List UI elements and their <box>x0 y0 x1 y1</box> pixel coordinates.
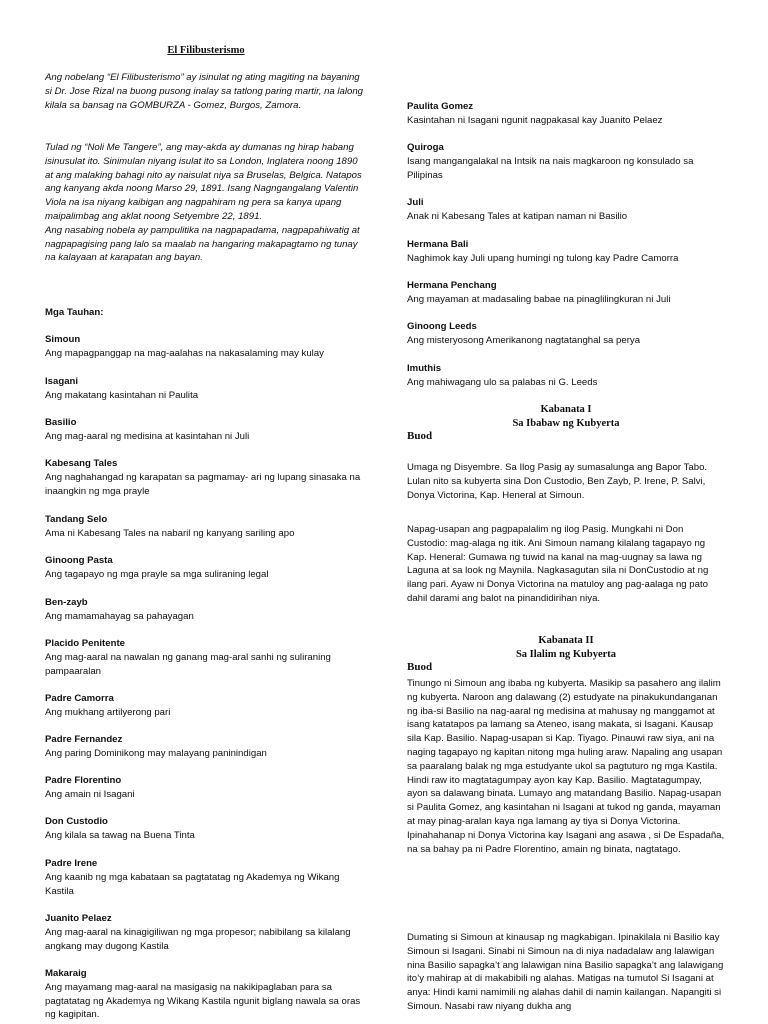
chapter-number: Kabanata II <box>538 635 594 646</box>
character-entry <box>45 857 367 898</box>
chapter-heading <box>407 403 725 431</box>
character-entry <box>45 637 367 678</box>
character-description: Ang makatang kasintahan ni Paulita <box>45 389 199 401</box>
chapter-paragraph: Dumating si Simoun at kinausap ng magkabigan. Ipinakilala ni Basilio kay Simoun si Isagani. Sinabi ni Simoun na di niya nadadalaw ang lalawigan nina Basilio sapagka’t ang lalawigan nina Basilio sapagka’t ang lalawigang ito’y mahirap at di makabibili ng alahas. Matigas na tumutol Si Isagani at anya: Hindi kami namimili ng alahas dahil di namin kailangan. Napangiti si Simoun. Nasabi raw niyang dukha ang <box>407 932 724 1012</box>
character-entry <box>45 596 367 624</box>
character-description: Ang mayamang mag-aaral na masigasig na nakikipaglaban para sa pagtatatag ng Akademya ng Wikang Kastila ngunit biglang nawala sa oras ng kagipitan. <box>45 981 361 1021</box>
intro-paragraph-2: Tulad ng “Noli Me Tangere”, ang may-akda ay dumanas ng hirap habang isinusulat ito. Sinimulan niyang isulat ito sa London, Inglatera noong 1890 at ang malaking bahagi nito ay naisulat niya sa Bruselas, Belgica. Natapos ang kanyang akda noong Marso 29, 1891. Isang Nagngangalang Valentin Viola na isa niyang kaibigan ang nagpahiram ng pera sa kanya upang maipalimbag ang aklat noong Setyembre 22, 1891. Ang nasabing nobela ay pampulitika na nagpapadama, nagpapahiwatig at nagpapagising pang lalo sa maalab na hangaring makapagtamo ng tunay na kalayaan at karapatan ang bayan. <box>45 142 362 264</box>
character-name: Makaraig <box>45 968 87 979</box>
chapter-paragraph: Tinungo ni Simoun ang ibaba ng kubyerta. Masikip sa pasahero ang ilalim ng kubyerta. Naroon ang dalawang (2) estudyate na pinakukundanganan ng iba-si Basilio na nag-aaral ng medisina at mahusay ng manggamot at isang katatapos pa lamang sa Ateneo, isang makata, si Isagani. Kausap sila Kap. Basilio. Napag-usapan si Kap. Tiyago. Pinauwi raw siya, ani na naging tagapayo ng kapitan nitong mga huling araw. Napaling ang usapan sa paaralang balak ng mga estudyante ukol sa pagtuturo ng mga Kastila. Hindi raw ito magtatagumpay ayon kay Kap. Basilio. Magtatagumpay, ayon sa dalawang binata. Lumayo ang matandang Basilio. Napag-usapan si Paulita Gomez, ang kasintahan ni Isagani at tukod ng ganda, mayaman at may pinag-aralan kaya nga lamang ay tiya si Donya Victorina. Ipinahahanap ni Donya Victorina kay Isagani ang asawa , si De Espadaña, na sa bahay pa ni Padre Florentino, amain ng binata, nagtatago. <box>407 678 725 855</box>
character-name: Padre Florentino <box>45 775 122 786</box>
character-description: Ang mag-aaral na nawalan ng ganang mag-aral sanhi ng suliraning pampaaralan <box>45 651 331 677</box>
character-entry <box>45 513 367 541</box>
character-description: Naghimok kay Juli upang humingi ng tulong kay Padre Camorra <box>407 252 679 264</box>
character-name: Padre Camorra <box>45 693 114 704</box>
character-description: Ang mapagpanggap na mag-aalahas na nakasalaming may kulay <box>45 347 324 359</box>
character-name: Placido Penitente <box>45 638 125 649</box>
character-entry <box>45 815 367 843</box>
character-name: Hermana Penchang <box>407 280 497 291</box>
character-description: Ang mukhang artilyerong pari <box>45 706 171 718</box>
character-description: Ang mamamahayag sa pahayagan <box>45 610 194 622</box>
character-description: Ang mayaman at madasaling babae na pinaglilingkuran ni Juli <box>407 293 671 305</box>
summary-label: Buod <box>407 430 433 442</box>
character-description: Anak ni Kabesang Tales at katipan naman ni Basilio <box>407 210 628 222</box>
character-entry <box>407 320 725 348</box>
character-entry <box>45 554 367 582</box>
character-entry <box>45 733 367 761</box>
character-name: Isagani <box>45 376 79 387</box>
character-entry <box>407 279 725 307</box>
chapter-title: Sa Ilalim ng Kubyerta <box>515 649 617 660</box>
character-entry <box>45 416 367 444</box>
character-name: Imuthis <box>407 363 442 374</box>
character-entry <box>407 362 725 390</box>
character-description: Ama ni Kabesang Tales na nabaril ng kanyang sariling apo <box>45 527 295 539</box>
character-name: Paulita Gomez <box>407 101 474 112</box>
intro-paragraph-1: Ang nobelang “El Filibusterismo” ay isinulat ng ating magiting na bayaning si Dr. Jose Rizal na buong pusong inalay sa tatlong paring martir, na lalong kilala sa bansag na GOMBURZA - Gomez, Burgos, Zamora. <box>45 72 364 111</box>
character-description: Ang tagapayo ng mga prayle sa mga suliraning legal <box>45 568 269 580</box>
chapter-paragraph: Napag-usapan ang pagpapalalim ng ilog Pasig. Mungkahi ni Don Custodio: mag-alaga ng itik. Ani Simoun namang kilalang tagapayo ng Kap. Heneral: Gumawa ng tuwid na kanal na mag-uugnay sa lawa ng Laguna at sa look ng Maynila. Nagkasagutan sila ni DonCustodio at ng ilang pari. Ayaw ni Donya Victorina na matuloy ang pag-aalaga ng pato dahil darami ang balot na pinandidirihan niya. <box>407 524 709 604</box>
character-entry <box>407 238 725 266</box>
chapter-title: Sa Ibabaw ng Kubyerta <box>512 418 620 429</box>
character-entry <box>407 141 725 182</box>
character-entry <box>45 333 367 361</box>
chapter-paragraph: Umaga ng Disyembre. Sa Ilog Pasig ay sumasalunga ang Bapor Tabo. Lulan nito sa kubyerta sina Don Custodio, Ben Zayb, P. Irene, P. Salvi, Donya Victorina, Kap. Heneral at Simoun. <box>407 462 708 501</box>
characters-heading: Mga Tauhan: <box>45 307 104 318</box>
character-name: Ben-zayb <box>45 597 88 608</box>
chapter-number: Kabanata I <box>540 404 592 415</box>
character-name: Kabesang Tales <box>45 458 118 469</box>
character-name: Juanito Pelaez <box>45 913 112 924</box>
character-name: Quiroga <box>407 142 444 153</box>
character-name: Ginoong Pasta <box>45 555 113 566</box>
character-description: Ang naghahangad ng karapatan sa pagmamay- ari ng lupang sinasaka na inaangkin ng mga prayle <box>45 471 361 497</box>
summary-label: Buod <box>407 661 433 673</box>
character-description: Ang amain ni Isagani <box>45 788 135 800</box>
character-name: Ginoong Leeds <box>407 321 477 332</box>
character-description: Ang mahiwagang ulo sa palabas ni G. Leeds <box>407 376 598 388</box>
character-name: Basilio <box>45 417 77 428</box>
character-entry <box>407 196 725 224</box>
character-name: Padre Irene <box>45 858 98 869</box>
character-entry <box>45 774 367 802</box>
character-description: Kasintahan ni Isagani ngunit nagpakasal kay Juanito Pelaez <box>407 114 663 126</box>
character-entry <box>407 100 725 128</box>
character-name: Tandang Selo <box>45 514 108 525</box>
character-description: Ang misteryosong Amerikanong nagtatanghal sa perya <box>407 334 641 346</box>
character-name: Hermana Bali <box>407 239 469 250</box>
character-description: Isang mangangalakal na Intsik na nais magkaroon ng konsulado sa Pilipinas <box>407 155 694 181</box>
character-description: Ang kilala sa tawag na Buena Tinta <box>45 829 195 841</box>
character-description: Ang mag-aaral ng medisina at kasintahan ni Juli <box>45 430 250 442</box>
character-description: Ang mag-aaral na kinagigiliwan ng mga propesor; nabibilang sa kilalang angkang may dugong Kastila <box>45 926 351 952</box>
character-entry <box>45 375 367 403</box>
character-entry <box>45 457 367 498</box>
character-name: Don Custodio <box>45 816 108 827</box>
character-name: Simoun <box>45 334 81 345</box>
character-entry <box>45 967 367 1022</box>
chapter-heading <box>407 634 725 662</box>
character-name: Juli <box>407 197 424 208</box>
character-entry <box>45 692 367 720</box>
character-description: Ang kaanib ng mga kabataan sa pagtatatag ng Akademya ng Wikang Kastila <box>45 871 340 897</box>
document-title: El Filibusterismo <box>167 45 245 56</box>
character-description: Ang paring Dominikong may malayang paninindigan <box>45 747 267 759</box>
character-entry <box>45 912 367 953</box>
character-name: Padre Fernandez <box>45 734 123 745</box>
